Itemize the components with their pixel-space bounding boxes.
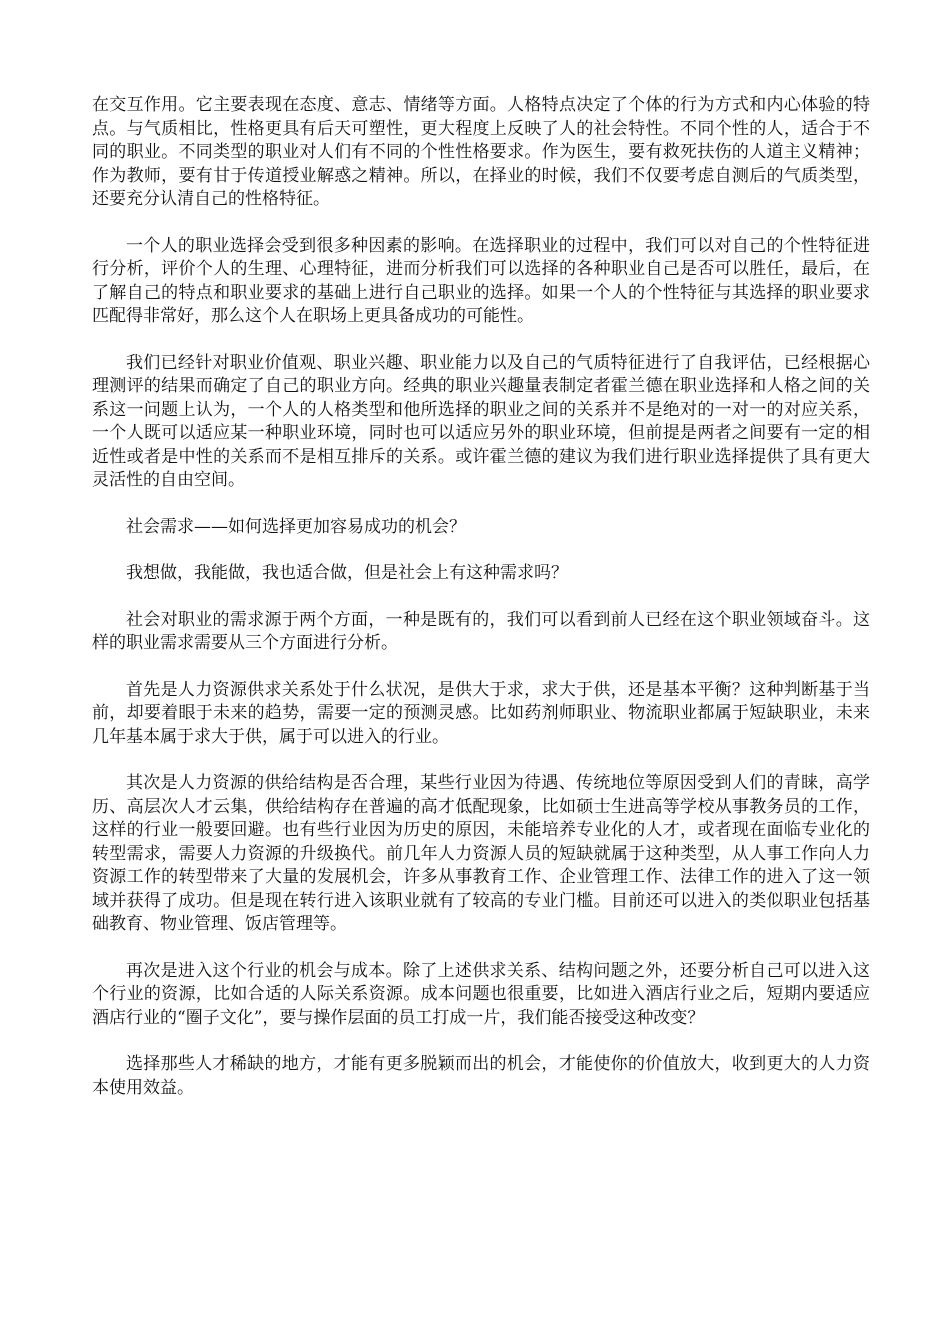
section-heading-social-demand: 社会需求——如何选择更加容易成功的机会？ (126, 516, 466, 537)
paragraph-question: 我想做，我能做，我也适合做，但是社会上有这种需求吗？ (126, 563, 568, 583)
paragraph-conclusion: 选择那些人才稀缺的地方，才能有更多脱颖而出的机会，才能使你的价值放大，收到更大的人力资本使用效益。 (92, 1054, 870, 1098)
document-page (92, 94, 870, 1123)
paragraph-career-factors: 一个人的职业选择会受到很多种因素的影响。在选择职业的过程中，我们可以对自己的个性特征进行分析，评价个人的生理、心理特征，进而分析我们可以选择的各种职业自己是否可以胜任，最后，在了解自己的特点和职业要求的基础上进行自己职业的选择。如果一个人的个性特征与其选择的职业要求匹配得非常好，那么这个人在职场上更具备成功的可能性。 (92, 235, 870, 326)
paragraph-third-opportunity-cost: 再次是进入这个行业的机会与成本。除了上述供求关系、结构问题之外，还要分析自己可以进入这个行业的资源，比如合适的人际关系资源。成本问题也很重要，比如进入酒店行业之后，短期内要适应酒店行业的“圈子文化”，要与操作层面的员工打成一片，我们能否接受这种改变？ (92, 960, 870, 1028)
paragraph-first-supply-demand: 首先是人力资源供求关系处于什么状况，是供大于求，求大于供，还是基本平衡？这种判断基于当前，却要着眼于未来的趋势，需要一定的预测灵感。比如药剂师职业、物流职业都属于短缺职业，未来几年基本属于求大于供，属于可以进入的行业。 (92, 679, 870, 747)
paragraph-second-supply-structure: 其次是人力资源的供给结构是否合理，某些行业因为待遇、传统地位等原因受到人们的青睐，高学历、高层次人才云集，供给结构存在普遍的高才低配现象，比如硕士生进高等学校从事教务员的工作，这样的行业一般要回避。也有些行业因为历史的原因，未能培养专业化的人才，或者现在面临专业化的转型需求，需要人力资源的升级换代。前几年人力资源人员的短缺就属于这种类型，从人事工作向人力资源工作的转型带来了大量的发展机会，许多从事教育工作、企业管理工作、法律工作的进入了这一领域并获得了成功。但是现在转行进入该职业就有了较高的专业门槛。目前还可以进入的类似职业包括基础教育、物业管理、饭店管理等。 (92, 773, 870, 934)
paragraph-holland-theory: 我们已经针对职业价值观、职业兴趣、职业能力以及自己的气质特征进行了自我评估，已经根据心理测评的结果而确定了自己的职业方向。经典的职业兴趣量表制定者霍兰德在职业选择和人格之间的关系这一问题上认为，一个人的人格类型和他所选择的职业之间的关系并不是绝对的一对一的对应关系，一个人既可以适应某一种职业环境，同时也可以适应另外的职业环境，但前提是两者之间要有一定的相近性或者是中性的关系而不是相互排斥的关系。或许霍兰德的建议为我们进行职业选择提供了具有更大灵活性的自由空间。 (92, 352, 870, 490)
paragraph-personality-traits: 在交互作用。它主要表现在态度、意志、情绪等方面。人格特点决定了个体的行为方式和内心体验的特点。与气质相比，性格更具有后天可塑性，更大程度上反映了人的社会特性。不同个性的人，适合于不同的职业。不同类型的职业对人们有不同的个性性格要求。作为医生，要有救死扶伤的人道主义精神；作为教师，要有甘于传道授业解惑之精神。所以，在择业的时候，我们不仅要考虑自测后的气质类型，还要充分认清自己的性格特征。 (92, 95, 870, 209)
paragraph-demand-sources: 社会对职业的需求源于两个方面，一种是既有的，我们可以看到前人已经在这个职业领域奋斗。这样的职业需求需要从三个方面进行分析。 (92, 609, 870, 653)
